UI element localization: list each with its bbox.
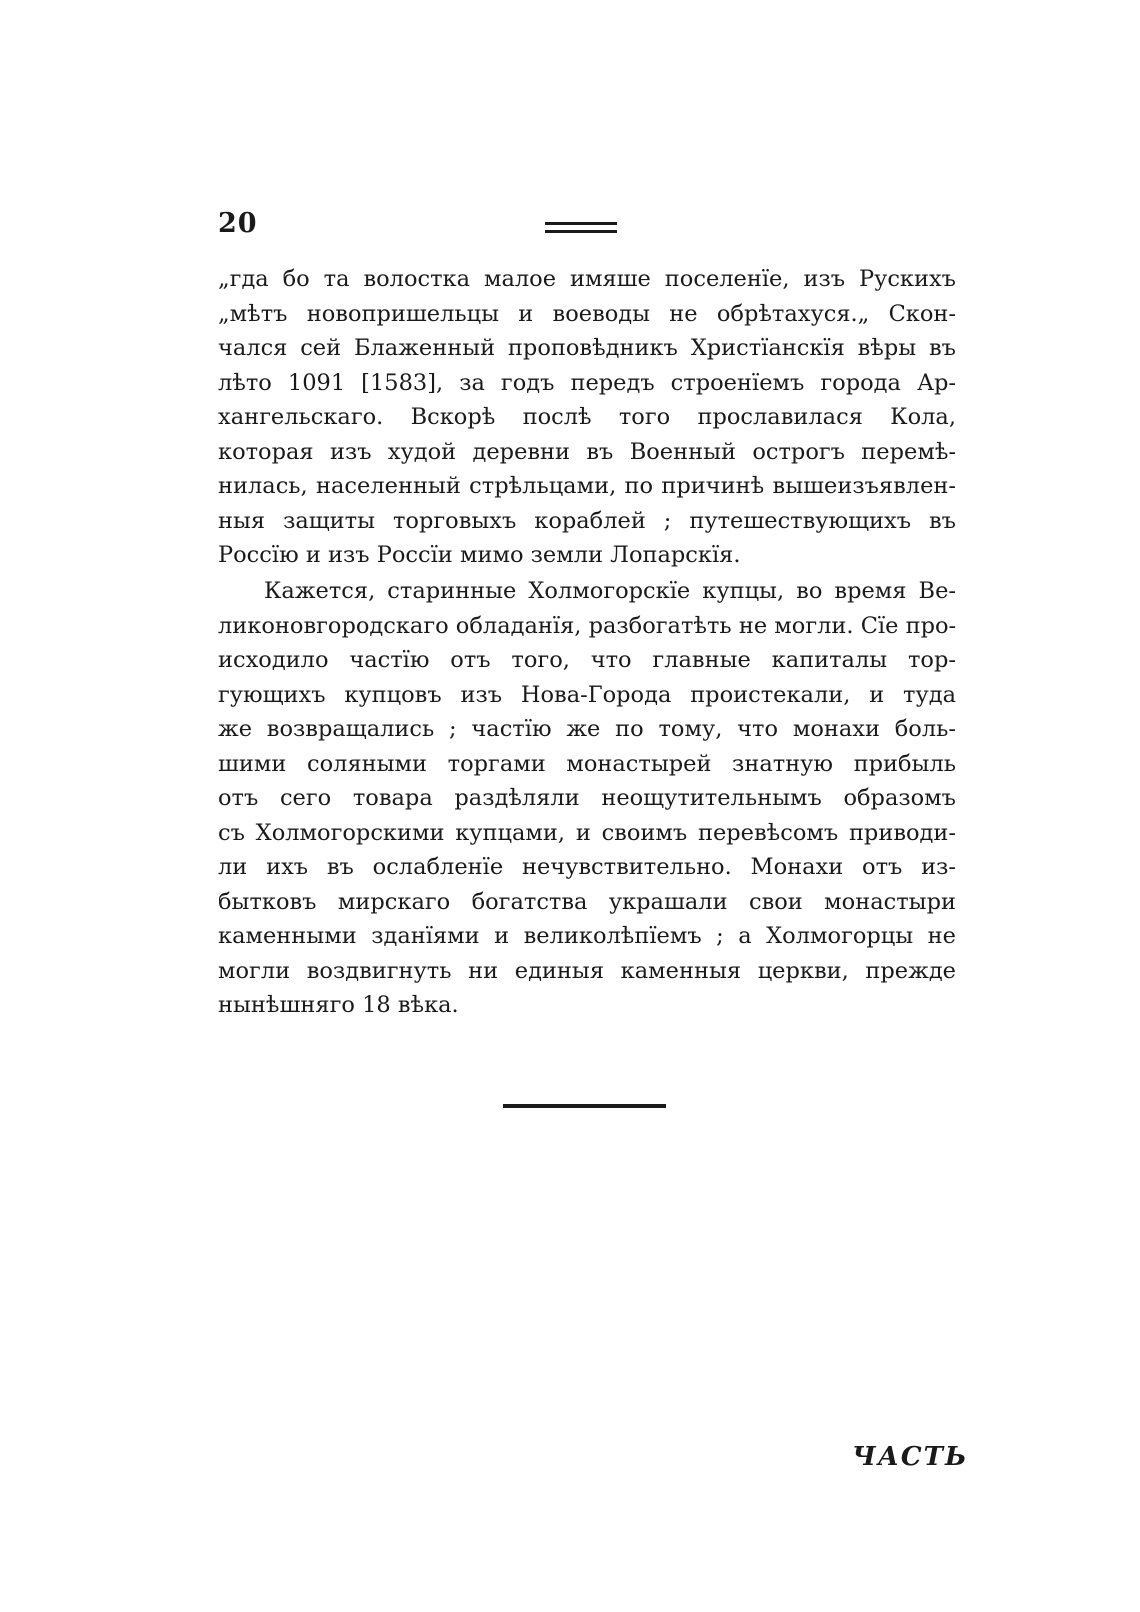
text-line: хангельскаго. Вскорѣ послѣ того прославилася Кола, bbox=[218, 404, 956, 430]
text-line: отъ сего товара раздѣляли неощутительнымъ образомъ bbox=[218, 785, 956, 811]
page-number: 20 bbox=[218, 208, 258, 239]
text-line: могли воздвигнуть ни единыя каменныя церкви, прежде bbox=[218, 957, 956, 984]
catchword: ЧАСТЬ bbox=[852, 1442, 969, 1472]
text-line: шими соляными торгами монастырей знатную прибыль bbox=[218, 750, 956, 777]
text-line: ликоновгородскаго обладанїя, разбогатѣть не могли. Сїе про- bbox=[218, 612, 956, 639]
paragraph-1 bbox=[218, 262, 956, 573]
section-end-rule bbox=[503, 1104, 666, 1108]
text-line: ныя защиты торговыхъ кораблей ; путешествующихъ въ bbox=[218, 507, 956, 534]
text-line: исходило частїю отъ того, что главные капиталы тор- bbox=[218, 647, 956, 673]
text-line: ли ихъ въ ослабленїе нечувствительно. Монахи отъ из- bbox=[218, 854, 956, 880]
text-line: которая изъ худой деревни въ Военный острогъ перемѣ- bbox=[218, 438, 956, 465]
text-line: лѣто 1091 [1583], за годъ передъ строенїемъ города Ар- bbox=[218, 369, 956, 396]
text-line: нынѣшняго 18 вѣка. bbox=[218, 992, 459, 1018]
text-line: Россїю и изъ Россїи мимо земли Лопарскїя. bbox=[218, 542, 741, 568]
text-line: гующихъ купцовъ изъ Нова-Города проистекали, и туда bbox=[218, 681, 956, 708]
text-line: „мѣтъ новопришельцы и воеводы не обрѣтахуся.„ Скон- bbox=[218, 300, 956, 327]
text-line: „гда бо та волостка малое имяше поселенїе, изъ Рускихъ bbox=[218, 266, 956, 292]
text-line: каменными зданїями и великолѣпїемъ ; а Холмогорцы не bbox=[218, 923, 956, 949]
text-line: бытковъ мирскаго богатства украшали свои монастыри bbox=[218, 888, 956, 915]
text-line: же возвращались ; частїю же по тому, что монахи боль- bbox=[218, 716, 956, 742]
text-line: Кажется, старинные Холмогорскїе купцы, во время Ве- bbox=[264, 578, 956, 604]
text-line: нилась, населенный стрѣльцами, по причинѣ вышеизъявлен- bbox=[218, 473, 956, 499]
text-line: съ Холмогорскими купцами, и своимъ перевѣсомъ приводи- bbox=[218, 819, 956, 846]
paragraph-2 bbox=[218, 574, 956, 1023]
text-line: чался сей Блаженный проповѣдникъ Христїанскїя вѣры въ bbox=[218, 335, 956, 361]
